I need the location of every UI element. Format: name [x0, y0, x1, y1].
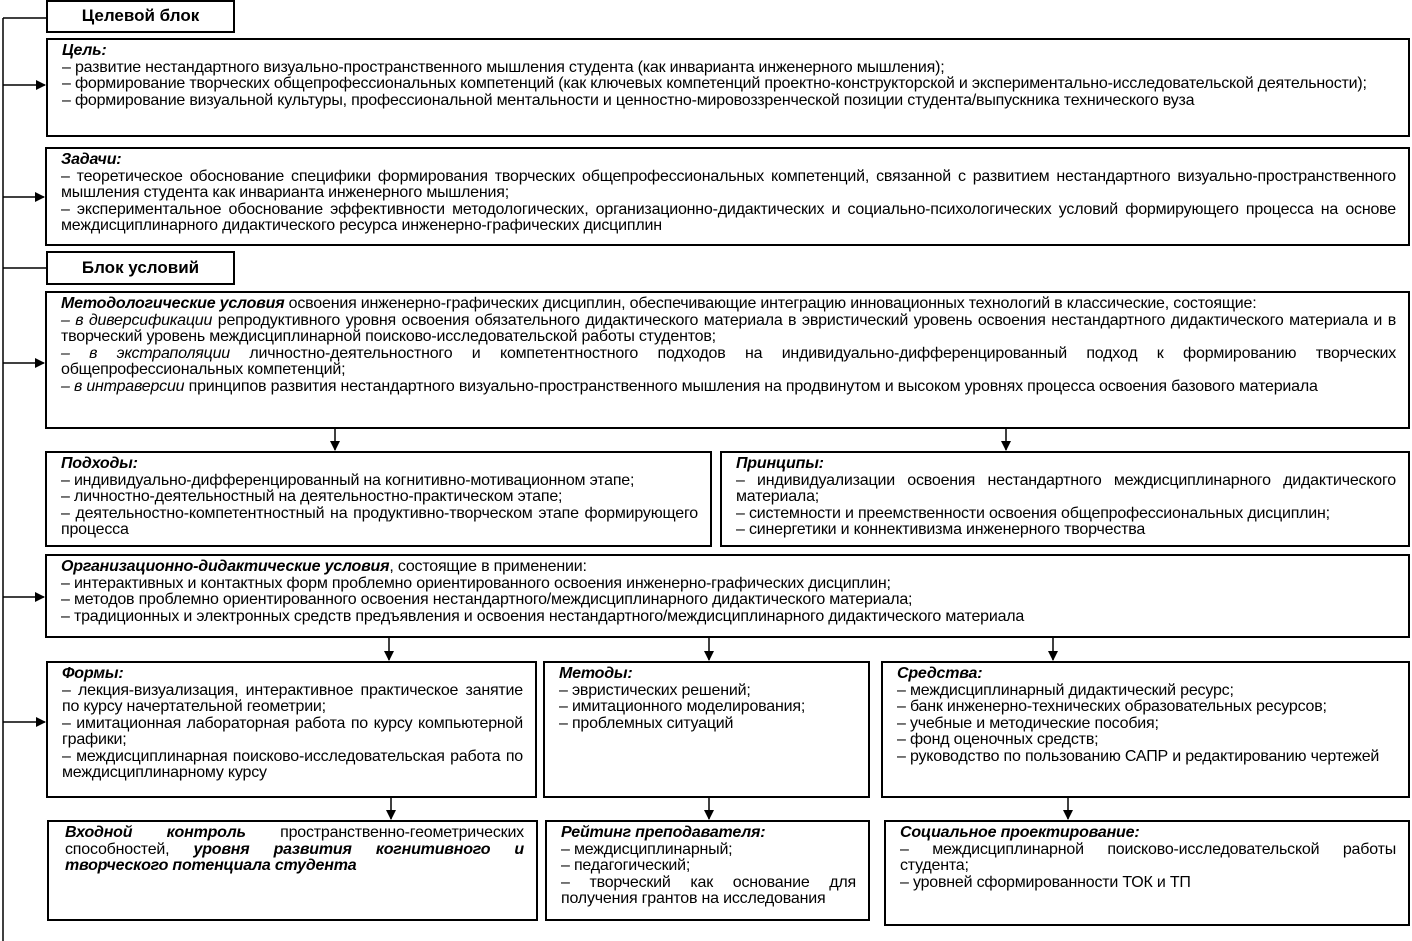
means-title: Средства:	[897, 665, 983, 682]
organizational-item: – традиционных и электронных средств предъявления и освоения нестандартного/междисциплинарного дидактического материала	[61, 607, 1025, 625]
target-block-header: Целевой блок	[46, 0, 235, 33]
methodological-item-prefix: – в диверсификации	[61, 311, 213, 329]
means-item: – междисциплинарный дидактический ресурс;	[897, 681, 1234, 699]
form-item: – лекция-визуализация, интерактивное практическое занятие по курсу начертательной геометрии;	[62, 681, 523, 715]
principle-item: – индивидуализации освоения нестандартного междисциплинарного дидактического материала;	[736, 471, 1396, 505]
rating-item: – междисциплинарный;	[561, 840, 733, 858]
approach-item: – индивидуально-дифференцированный на когнитивно-мотивационном этапе;	[61, 471, 635, 489]
forms-box	[46, 661, 537, 798]
social-design-title: Социальное проектирование:	[900, 824, 1140, 841]
conditions-block-header: Блок условий	[46, 251, 235, 285]
goal-box	[46, 38, 1410, 137]
methodological-item-text: принципов развития нестандартного визуально-пространственного мышления на продвинутом и высоком уровнях процесса освоения базового материала	[184, 377, 1318, 395]
rating-item: – творческий как основание для получения грантов на исследования	[561, 873, 856, 907]
methodological-item-prefix: – в интраверсии	[61, 377, 185, 395]
social-design-box	[884, 820, 1410, 926]
methodological-intro: освоения инженерно-графических дисциплин, обеспечивающие интеграцию инновационных технологий в классические, состоящие:	[284, 295, 1257, 312]
organizational-conditions-box	[45, 554, 1410, 638]
form-item: – имитационная лабораторная работа по курсу компьютерной графики;	[62, 714, 523, 748]
tasks-title: Задачи:	[61, 151, 122, 168]
organizational-item: – методов проблемно ориентированного освоения нестандартного/междисциплинарного дидактического материала;	[61, 591, 913, 608]
entry-control-text: пространственно-геометрических способностей,	[65, 824, 524, 858]
method-item: – проблемных ситуаций	[559, 714, 734, 732]
social-design-item: – междисциплинарной поисково-исследовательской работы студента;	[900, 840, 1396, 874]
methodological-item-text: личностно-деятельностного и компетентностного подходов на индивидуально-дифференцированный подход к формированию творческих общепрофессиональных компетенций;	[61, 344, 1396, 378]
social-design-item: – уровней сформированности ТОК и ТП	[900, 873, 1191, 891]
teacher-rating-title: Рейтинг преподавателя:	[561, 824, 766, 841]
tasks-box	[45, 147, 1410, 246]
approach-item: – личностно-деятельностный на деятельностно-практическом этапе;	[61, 488, 563, 505]
goal-item: – формирование визуальной культуры, профессиональной ментальности и ценностно-мировоззренческой позиции студента/выпускника технического вуза	[62, 91, 1195, 109]
goal-title: Цель:	[62, 42, 107, 59]
approach-item: – деятельностно-компетентностный на продуктивно-творческом этапе формирующего процесса	[61, 504, 698, 538]
methodological-title: Методологические условия	[61, 295, 285, 312]
means-item: – банк инженерно-технических образовательных ресурсов;	[897, 698, 1327, 715]
teacher-rating-box	[545, 820, 870, 921]
entry-control-emphasis: уровня развития когнитивного и творческого потенциала студента	[65, 840, 524, 874]
approaches-box	[45, 451, 712, 547]
method-item: – имитационного моделирования;	[559, 698, 806, 715]
organizational-intro: , состоящие в применении:	[389, 558, 587, 575]
means-item: – фонд оценочных средств;	[897, 731, 1099, 748]
approaches-title: Подходы:	[61, 455, 138, 472]
means-item: – учебные и методические пособия;	[897, 714, 1159, 732]
forms-title: Формы:	[62, 665, 124, 682]
methodological-item-prefix: – в экстраполяции	[61, 344, 230, 362]
methods-box	[543, 661, 870, 798]
task-item: – экспериментальное обоснование эффективности методологических, организационно-дидактических и социально-психологических условий формирующего процесса на основе междисциплинарного дидактического ресурса инженерно-графических дисциплин	[61, 200, 1396, 234]
principles-title: Принципы:	[736, 455, 824, 472]
means-box	[881, 661, 1410, 798]
methods-title: Методы:	[559, 665, 633, 682]
rating-item: – педагогический;	[561, 857, 691, 874]
entry-control-title: Входной контроль	[65, 824, 246, 841]
form-item: – междисциплинарная поисково-исследовательская работа по междисциплинарному курсу	[62, 747, 523, 781]
task-item: – теоретическое обоснование специфики формирования творческих общепрофессиональных компетенций, связанной с развитием нестандартного визуально-пространственного мышления студента как инварианта инженерного мышления;	[61, 167, 1396, 201]
methodological-item-text: репродуктивного уровня освоения обязательного дидактического материала в эвристический уровень освоения нестандартного дидактического материала и в творческий уровень междисциплинарной поисково-исследовательской работы студентов;	[61, 311, 1396, 345]
method-item: – эвристических решений;	[559, 681, 751, 699]
organizational-title: Организационно-дидактические условия	[61, 558, 390, 575]
methodological-conditions-box	[45, 291, 1410, 429]
organizational-item: – интерактивных и контактных форм проблемно ориентированного освоения инженерно-графических дисциплин;	[61, 574, 891, 592]
principles-box	[720, 451, 1410, 547]
means-item: – руководство по пользованию САПР и редактированию чертежей	[897, 747, 1380, 765]
principle-item: – системности и преемственности освоения общепрофессиональных дисциплин;	[736, 504, 1330, 522]
principle-item: – синергетики и коннективизма инженерного творчества	[736, 521, 1146, 538]
goal-item: – развитие нестандартного визуально-пространственного мышления студента (как инварианта инженерного мышления);	[62, 58, 945, 76]
goal-item: – формирование творческих общепрофессиональных компетенций (как ключевых компетенций проектно-конструкторской и экспериментально-исследовательской деятельности);	[62, 75, 1367, 92]
entry-control-box	[47, 820, 538, 921]
